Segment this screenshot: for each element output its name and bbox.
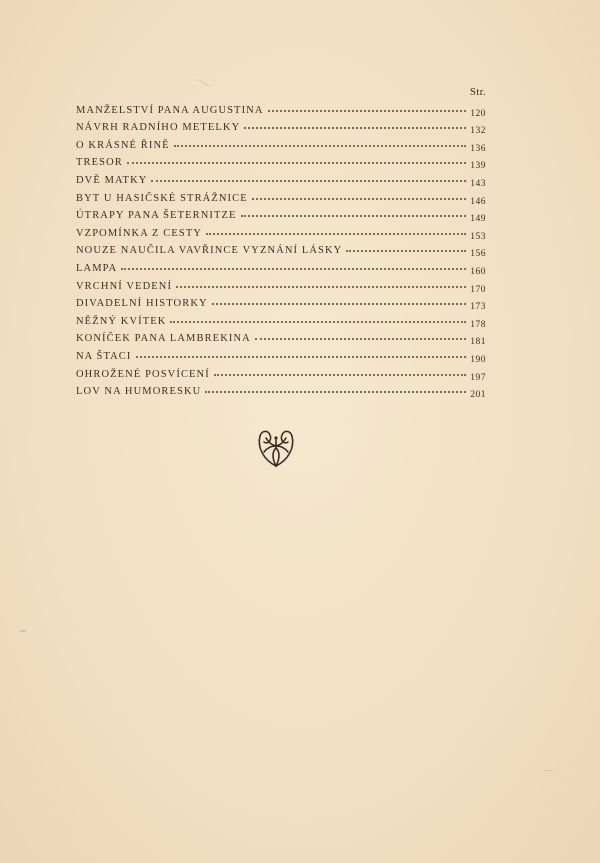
entry-title: DVĚ MATKY <box>76 174 148 186</box>
toc-entry <box>76 362 486 383</box>
paper-mark <box>197 79 210 87</box>
toc-entry <box>76 380 486 401</box>
toc-entry <box>76 116 486 137</box>
paper-mark <box>544 770 554 771</box>
entry-page-number: 170 <box>470 284 486 295</box>
toc-entry <box>76 133 486 154</box>
entry-title: MANŽELSTVÍ PANA AUGUSTINA <box>76 104 264 116</box>
entry-title: NĚŽNÝ KVÍTEK <box>76 315 167 327</box>
toc-entry <box>76 186 486 207</box>
entry-title: NOUZE NAUČILA VAVŘINCE VYZNÁNÍ LÁSKY <box>76 245 343 257</box>
entry-title: LOV NA HUMORESKU <box>76 386 202 398</box>
toc-entry <box>76 344 486 365</box>
dot-leader <box>136 356 467 358</box>
dot-leader <box>121 268 466 270</box>
entry-page-number: 132 <box>470 126 486 137</box>
dot-leader <box>244 127 466 129</box>
entry-title: DIVADELNÍ HISTORKY <box>76 298 208 310</box>
toc-entry <box>76 151 486 172</box>
page-column-header: Str. <box>469 86 486 98</box>
dot-leader <box>176 286 466 288</box>
dot-leader <box>212 303 467 305</box>
entry-page-number: 153 <box>470 231 486 242</box>
entry-page-number: 139 <box>470 161 486 172</box>
entry-page-number: 143 <box>470 178 486 189</box>
toc-entry <box>76 168 486 189</box>
entry-page-number: 190 <box>470 354 486 365</box>
entry-page-number: 173 <box>470 302 486 313</box>
toc-entry <box>76 239 486 260</box>
entry-page-number: 181 <box>470 337 486 348</box>
entry-title: KONÍČEK PANA LAMBREKINA <box>76 333 251 345</box>
entry-title: NA ŠTACI <box>76 350 132 362</box>
entry-page-number: 178 <box>470 319 486 330</box>
dot-leader <box>268 110 467 112</box>
entry-title: ÚTRAPY PANA ŠETERNITZE <box>76 210 237 222</box>
toc-entries <box>76 98 486 401</box>
toc-entry <box>76 327 486 348</box>
dot-leader <box>127 162 466 164</box>
entry-title: VRCHNÍ VEDENÍ <box>76 280 173 292</box>
entry-page-number: 149 <box>470 214 486 225</box>
entry-page-number: 136 <box>470 143 486 154</box>
entry-title: BYT U HASIČSKÉ STRÁŽNICE <box>76 192 248 204</box>
dot-leader <box>151 180 466 182</box>
toc-entry <box>76 98 486 119</box>
toc-entry <box>76 292 486 313</box>
dot-leader <box>255 338 466 340</box>
entry-page-number: 120 <box>470 108 486 119</box>
dot-leader <box>214 374 466 376</box>
entry-page-number: 146 <box>470 196 486 207</box>
entry-page-number: 201 <box>470 390 486 401</box>
entry-page-number: 197 <box>470 372 486 383</box>
dot-leader <box>346 250 466 252</box>
floral-ornament-icon <box>254 426 298 470</box>
toc-entry <box>76 309 486 330</box>
entry-title: VZPOMÍNKA Z CESTY <box>76 227 203 239</box>
entry-page-number: 160 <box>470 266 486 277</box>
dot-leader <box>252 198 466 200</box>
dot-leader <box>206 233 466 235</box>
entry-title: NÁVRH RADNÍHO METELKY <box>76 122 241 134</box>
entry-title: TRESOR <box>76 157 123 169</box>
dot-leader <box>170 321 466 323</box>
entry-title: OHROŽENÉ POSVÍCENÍ <box>76 368 210 380</box>
entry-title: LAMPA <box>76 262 118 274</box>
paper-mark <box>20 630 26 632</box>
toc-entry <box>76 256 486 277</box>
entry-title: O KRÁSNÉ ŘINĚ <box>76 139 170 151</box>
toc-entry <box>76 221 486 242</box>
toc-entry <box>76 274 486 295</box>
toc-entry <box>76 204 486 225</box>
dot-leader <box>174 145 467 147</box>
dot-leader <box>205 391 466 393</box>
dot-leader <box>241 215 467 217</box>
entry-page-number: 156 <box>470 249 486 260</box>
